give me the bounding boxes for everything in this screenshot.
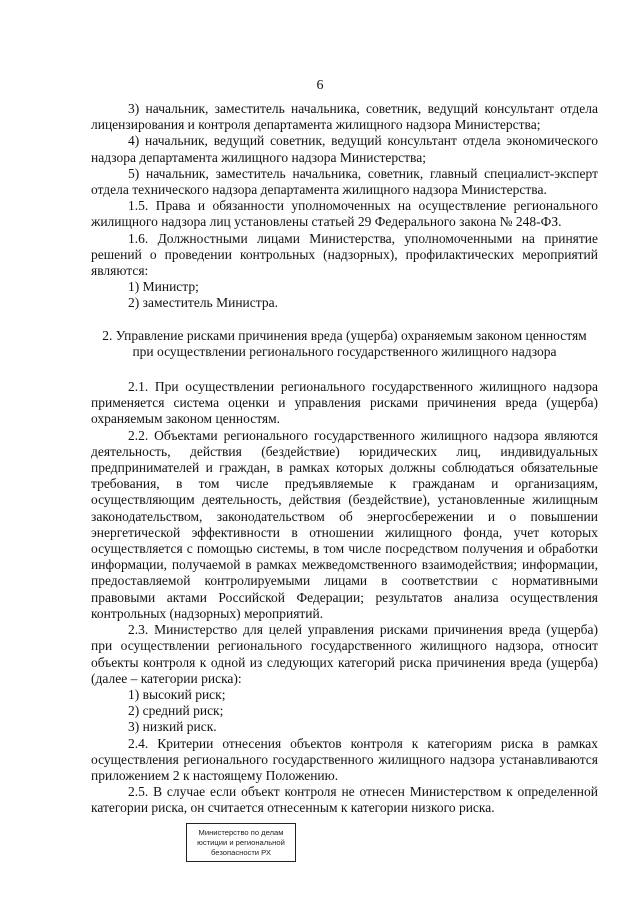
list-item: 1) высокий риск; [128, 686, 226, 702]
stamp-line: юстиции и региональной [197, 838, 285, 847]
paragraph: 2.1. При осуществлении регионального государственного жилищного надзора применяется система оценки и управления рисками причинения вреда (ущерба) охраняемым законом ценностям. [91, 379, 598, 427]
section-heading-line: при осуществлении регионального государственного жилищного надзора [132, 343, 557, 359]
document-body [91, 101, 598, 817]
paragraph: 2.3. Министерство для целей управления рисками причинения вреда (ущерба) при осуществлении регионального государственного жилищного надзора, относит объекты контроля к одной из следующих категорий риска причинения вреда (ущерба) (далее – категории риска): [91, 622, 598, 686]
section-heading-line: 2. Управление рисками причинения вреда (ущерба) охраняемым законом ценностям [102, 327, 587, 343]
list-item: 3) низкий риск. [128, 719, 217, 735]
stamp-line: Министерство по делам [198, 828, 284, 837]
paragraph: 3) начальник, заместитель начальника, советник, ведущий консультант отдела лицензирования и контроля департамента жилищного надзора Министерства; [91, 101, 598, 133]
paragraph: 1.6. Должностными лицами Министерства, уполномоченными на принятие решений о проведении контрольных (надзорных), профилактических мероприятий являются: [91, 230, 598, 279]
section-heading [91, 328, 598, 360]
paragraph: 5) начальник, заместитель начальника, советник, главный специалист-эксперт отдела технического надзора департамента жилищного надзора Министерства. [91, 165, 598, 198]
paragraph: 2.5. В случае если объект контроля не отнесен Министерством к определенной категории риска, он считается отнесенным к категории низкого риска. [91, 784, 598, 816]
paragraph: 4) начальник, ведущий советник, ведущий консультант отдела экономического надзора департамента жилищного надзора Министерства; [91, 133, 598, 165]
stamp-line: безопасности РХ [211, 848, 271, 857]
paragraph: 1.5. Права и обязанности уполномоченных на осуществление регионального жилищного надзора лиц установлены статьей 29 Федерального закона № 248-ФЗ. [91, 198, 598, 230]
list-item: 2) средний риск; [128, 703, 224, 719]
paragraph: 2.2. Объектами регионального государственного жилищного надзора являются деятельность, действия (бездействие) юридических лиц, индивидуальных предпринимателей и граждан, в рамках которых должны соблюдаться обязательные требования, в том числе предъявляемые к гражданам и организациям, осуществляющим деятельность, действия (бездействие), установленные жилищным законодательством, законодательством об энергосбережении и о повышении энергетической эффективности в отношении жилищного фонда, учет которых осуществляется с помощью системы, в том числе посредством получения и обработки информации, получаемой в рамках межведомственного взаимодействия; информации, предоставляемой контролируемыми лицами в соответствии с нормативными правовыми актами Российской Федерации; результатов анализа осуществления контрольных (надзорных) мероприятий. [91, 427, 598, 621]
list-item: 2) заместитель Министра. [128, 295, 278, 311]
list-item: 1) Министр; [128, 279, 199, 295]
page-number: 6 [316, 78, 324, 93]
ministry-stamp [186, 823, 296, 862]
paragraph: 2.4. Критерии отнесения объектов контроля к категориям риска в рамках осуществления регионального государственного жилищного надзора устанавливаются приложением 2 к настоящему Положению. [91, 735, 598, 783]
